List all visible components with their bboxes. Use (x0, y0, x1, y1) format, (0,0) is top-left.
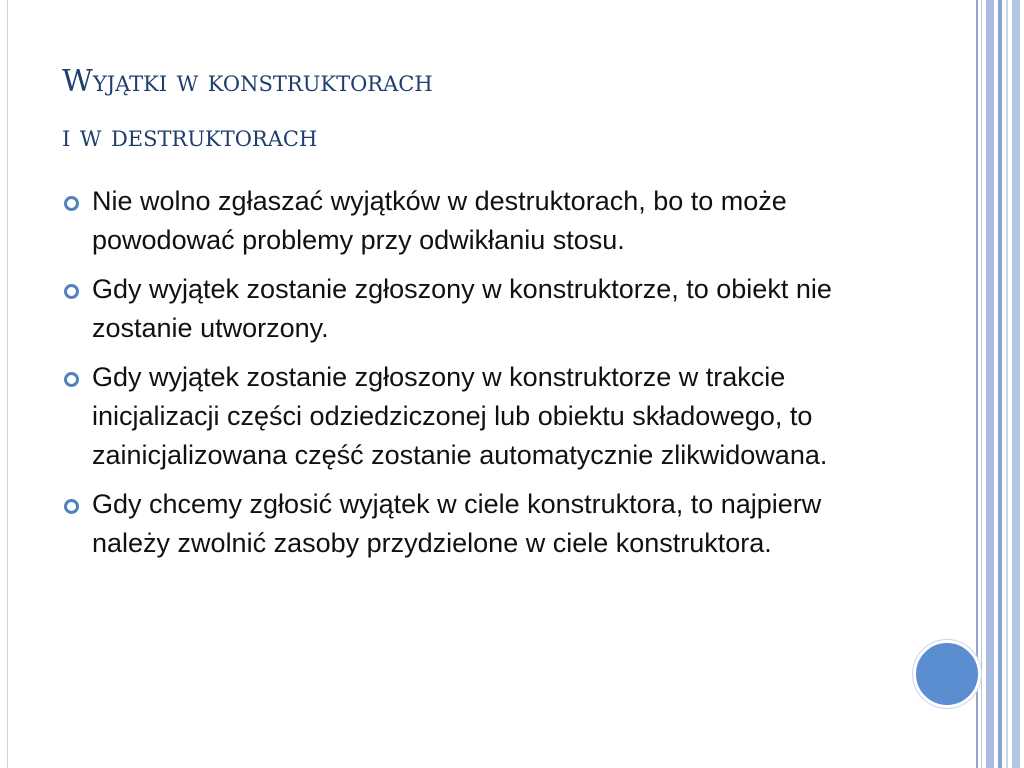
bullet-item (62, 485, 892, 563)
stripe (998, 0, 1002, 768)
bullet-text: Gdy wyjątek zostanie zgłoszony w konstruktorze, to obiekt nie zostanie utworzony. (92, 274, 832, 343)
blue-circle-icon (913, 640, 981, 708)
slide-title (62, 54, 433, 164)
stripe (1006, 0, 1008, 768)
bullet-text: Nie wolno zgłaszać wyjątków w destruktorach, bo to może powodować problemy przy odwikłaniu stosu. (92, 186, 787, 255)
ring-bullet-icon (64, 196, 79, 211)
left-border-line (7, 0, 8, 768)
bullet-text: Gdy wyjątek zostanie zgłoszony w konstruktorze w trakcie inicjalizacji części odziedziczonej lub obiektu składowego, to zainicjalizowana część zostanie automatycznie zlikwidowana. (92, 362, 828, 470)
bullet-text: Gdy chcemy zgłosić wyjątek w ciele konstruktora, to najpierw należy zwolnić zasoby przydzielone w ciele konstruktora. (92, 489, 822, 558)
stripe (976, 0, 978, 768)
bullet-item (62, 270, 892, 348)
stripe (1012, 0, 1020, 768)
title-line-1: Wyjątki w konstruktorach (62, 64, 433, 99)
ring-bullet-icon (64, 284, 79, 299)
right-decorative-stripes (976, 0, 1024, 768)
stripe (981, 0, 982, 768)
bullet-item (62, 358, 892, 475)
bullet-item (62, 182, 892, 260)
ring-bullet-icon (64, 499, 79, 514)
bullet-list (62, 182, 892, 573)
stripe (986, 0, 994, 768)
title-line-2: i w destruktorach (62, 119, 318, 154)
ring-bullet-icon (64, 372, 79, 387)
